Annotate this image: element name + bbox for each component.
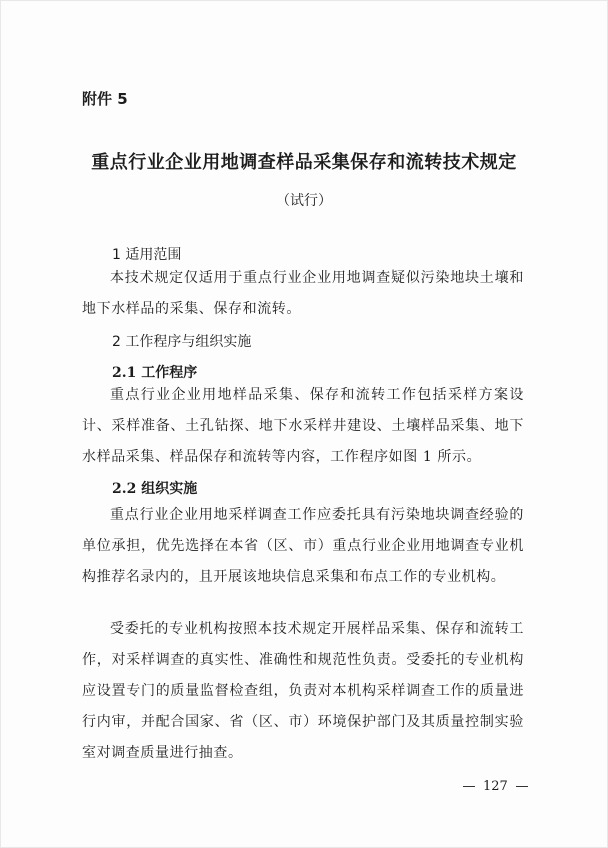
section-2-2-paragraph-2: 受委托的专业机构按照本技术规定开展样品采集、保存和流转工作，对采样调查的真实性、准确性和规范性负责。受委托的专业机构应设置专门的质量监督检查组，负责对本机构采样调查工作的质量进行内审，并配合国家、省（区、市）环境保护部门及其质量控制实验室对调查质量进行抽查。 [82,621,524,761]
document-subtitle: （试行） [276,193,332,209]
page-number: 127 [483,779,508,794]
document-title: 重点行业企业用地调查样品采集保存和流转技术规定 [91,152,517,173]
section-2-2-paragraph-1: 重点行业企业用地采样调查工作应委托具有污染地块调查经验的单位承担，优先选择在本省（区、市）重点行业企业用地调查专业机构推荐名录内的，且开展该地块信息采集和布点工作的专业机构。 [82,507,524,585]
section-2-1-paragraph: 重点行业企业用地样品采集、保存和流转工作包括采样方案设计、采样准备、土孔钻探、地下水采样井建设、土壤样品采集、地下水样品采集、样品保存和流转等内容，工作程序如图 1 所示。 [82,387,524,465]
section-2-2-heading: 2.2 组织实施 [112,481,198,497]
section-2-heading: 2 工作程序与组织实施 [112,334,252,350]
attachment-label: 附件 5 [82,90,128,108]
page-footer [455,779,536,794]
section-1-heading: 1 适用范围 [112,247,182,263]
footer-dash-left [463,786,475,788]
section-2-1-heading: 2.1 工作程序 [112,365,198,381]
footer-dash-right [516,786,528,788]
section-1-paragraph: 本技术规定仅适用于重点行业企业用地调查疑似污染地块土壤和地下水样品的采集、保存和流转。 [82,270,524,317]
